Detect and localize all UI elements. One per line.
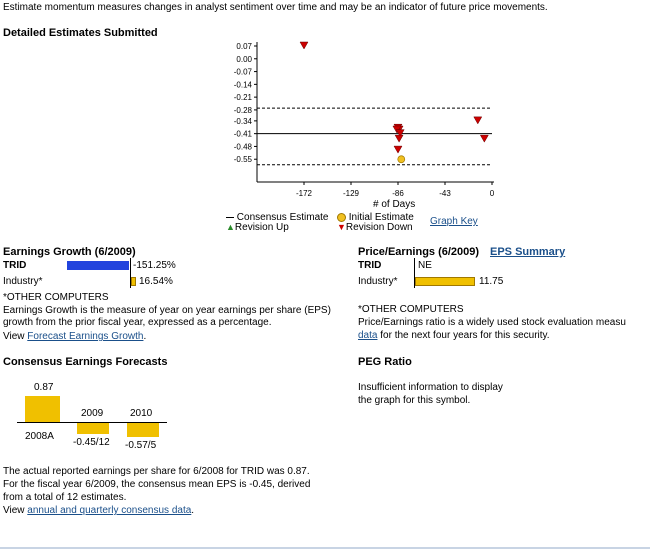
- pe-note: *OTHER COMPUTERS: [358, 304, 464, 315]
- circle-icon: [337, 213, 346, 222]
- initial-estimate-point: [398, 156, 405, 163]
- eg-trid-bar: [67, 261, 129, 270]
- consensus-text-1: The actual reported earnings per share for 6/2008 for TRID was 0.87.: [3, 466, 310, 477]
- y-tick-label: -0.28: [233, 105, 252, 115]
- consensus-year-2010: 2010: [130, 408, 153, 419]
- graph-key-link[interactable]: Graph Key: [430, 216, 478, 227]
- revision-down-point: [395, 135, 403, 142]
- consensus-view-suffix: .: [191, 505, 195, 516]
- x-tick-label: -129: [342, 189, 360, 198]
- consensus-view-prefix: View: [3, 505, 28, 516]
- y-tick-label: -0.34: [233, 116, 252, 126]
- revision-down-point: [474, 117, 482, 124]
- x-tick-label: -86: [392, 189, 404, 198]
- peg-text-1: Insufficient information to display: [358, 382, 503, 393]
- consensus-data-link[interactable]: annual and quarterly consensus data: [27, 505, 192, 516]
- consensus-bar-2010: [127, 423, 159, 437]
- x-tick-label: 0: [489, 189, 495, 198]
- eg-industry-label: Industry*: [3, 276, 43, 287]
- pe-heading: Price/Earnings (6/2009): [358, 246, 480, 258]
- peg-heading: PEG Ratio: [358, 356, 412, 368]
- revision-down-point: [300, 42, 308, 49]
- legend-revision-down: [337, 222, 413, 233]
- eg-note: *OTHER COMPUTERS: [3, 292, 109, 303]
- consensus-line-icon: [226, 217, 234, 218]
- pe-industry-bar: [415, 277, 475, 286]
- y-tick-label: -0.14: [233, 80, 252, 90]
- pe-industry-value: 11.75: [479, 276, 504, 287]
- consensus-heading: Consensus Earnings Forecasts: [3, 356, 168, 368]
- peg-text-2: the graph for this symbol.: [358, 395, 471, 406]
- y-tick-label: -0.55: [233, 155, 252, 165]
- pe-description-2: [358, 330, 550, 341]
- estimates-heading: Detailed Estimates Submitted: [3, 27, 158, 39]
- consensus-bottom-label-2009: -0.45/12: [73, 437, 110, 448]
- revision-down-point: [394, 146, 402, 153]
- y-tick-label: -0.21: [233, 93, 252, 103]
- legend-consensus-label: Consensus Estimate: [236, 212, 329, 223]
- eg-industry-value: 16.54%: [139, 276, 173, 287]
- consensus-year-2008: 2008A: [25, 431, 54, 442]
- triangle-up-icon: ▲: [226, 222, 235, 232]
- pe-trid-label: TRID: [358, 260, 382, 271]
- x-tick-label: -43: [439, 189, 451, 198]
- pe-trid-value: NE: [418, 260, 432, 271]
- consensus-top-label-2008: 0.87: [34, 382, 54, 393]
- consensus-bar-2008: [25, 396, 60, 422]
- consensus-year-2009: 2009: [81, 408, 104, 419]
- estimates-chart: [0, 0, 650, 240]
- intro-text: Estimate momentum measures changes in analyst sentiment over time and may be an indicator of future price movements.: [3, 2, 548, 13]
- y-tick-label: -0.07: [233, 67, 252, 77]
- pe-industry-label: Industry*: [358, 276, 398, 287]
- x-tick-label: -172: [295, 189, 313, 198]
- forecast-earnings-growth-link[interactable]: Forecast Earnings Growth: [27, 331, 144, 342]
- pe-data-link[interactable]: data: [358, 330, 378, 341]
- y-tick-label: 0.00: [236, 54, 252, 64]
- y-tick-label: -0.48: [233, 142, 252, 152]
- legend-revision-up: [226, 222, 289, 233]
- y-tick-label: 0.07: [236, 42, 252, 51]
- eg-trid-value: -151.25%: [133, 260, 176, 271]
- pe-desc-end: for the next four years for this security.: [377, 330, 550, 341]
- triangle-down-icon: ▼: [337, 222, 346, 232]
- revision-down-point: [480, 135, 488, 142]
- consensus-text-3: from a total of 12 estimates.: [3, 492, 127, 503]
- eps-summary-link[interactable]: EPS Summary: [490, 246, 566, 258]
- consensus-bar-2009: [77, 423, 109, 434]
- consensus-bottom-label-2010: -0.57/5: [125, 440, 157, 451]
- x-axis-label: # of Days: [373, 199, 416, 210]
- legend-down-label: Revision Down: [345, 222, 413, 233]
- eg-industry-bar: [131, 277, 136, 286]
- legend-initial-label: Initial Estimate: [348, 212, 414, 223]
- eg-view-prefix: View: [3, 331, 28, 342]
- eg-view-suffix: .: [143, 331, 147, 342]
- consensus-view: [3, 505, 194, 516]
- earnings-growth-heading: Earnings Growth (6/2009): [3, 246, 136, 258]
- pe-description: Price/Earnings ratio is a widely used stock evaluation measu: [358, 317, 626, 328]
- eg-trid-label: TRID: [3, 260, 27, 271]
- eg-description: Earnings Growth is the measure of year on year earnings per share (EPS) growth from the prior fiscal year, expressed as a percentage.: [3, 305, 331, 328]
- eg-view: [3, 331, 146, 342]
- legend-up-label: Revision Up: [234, 222, 289, 233]
- consensus-text-2: For the fiscal year 6/2009, the consensus mean EPS is -0.45, derived: [3, 479, 311, 490]
- bottom-divider: [0, 547, 650, 549]
- y-tick-label: -0.41: [233, 129, 252, 139]
